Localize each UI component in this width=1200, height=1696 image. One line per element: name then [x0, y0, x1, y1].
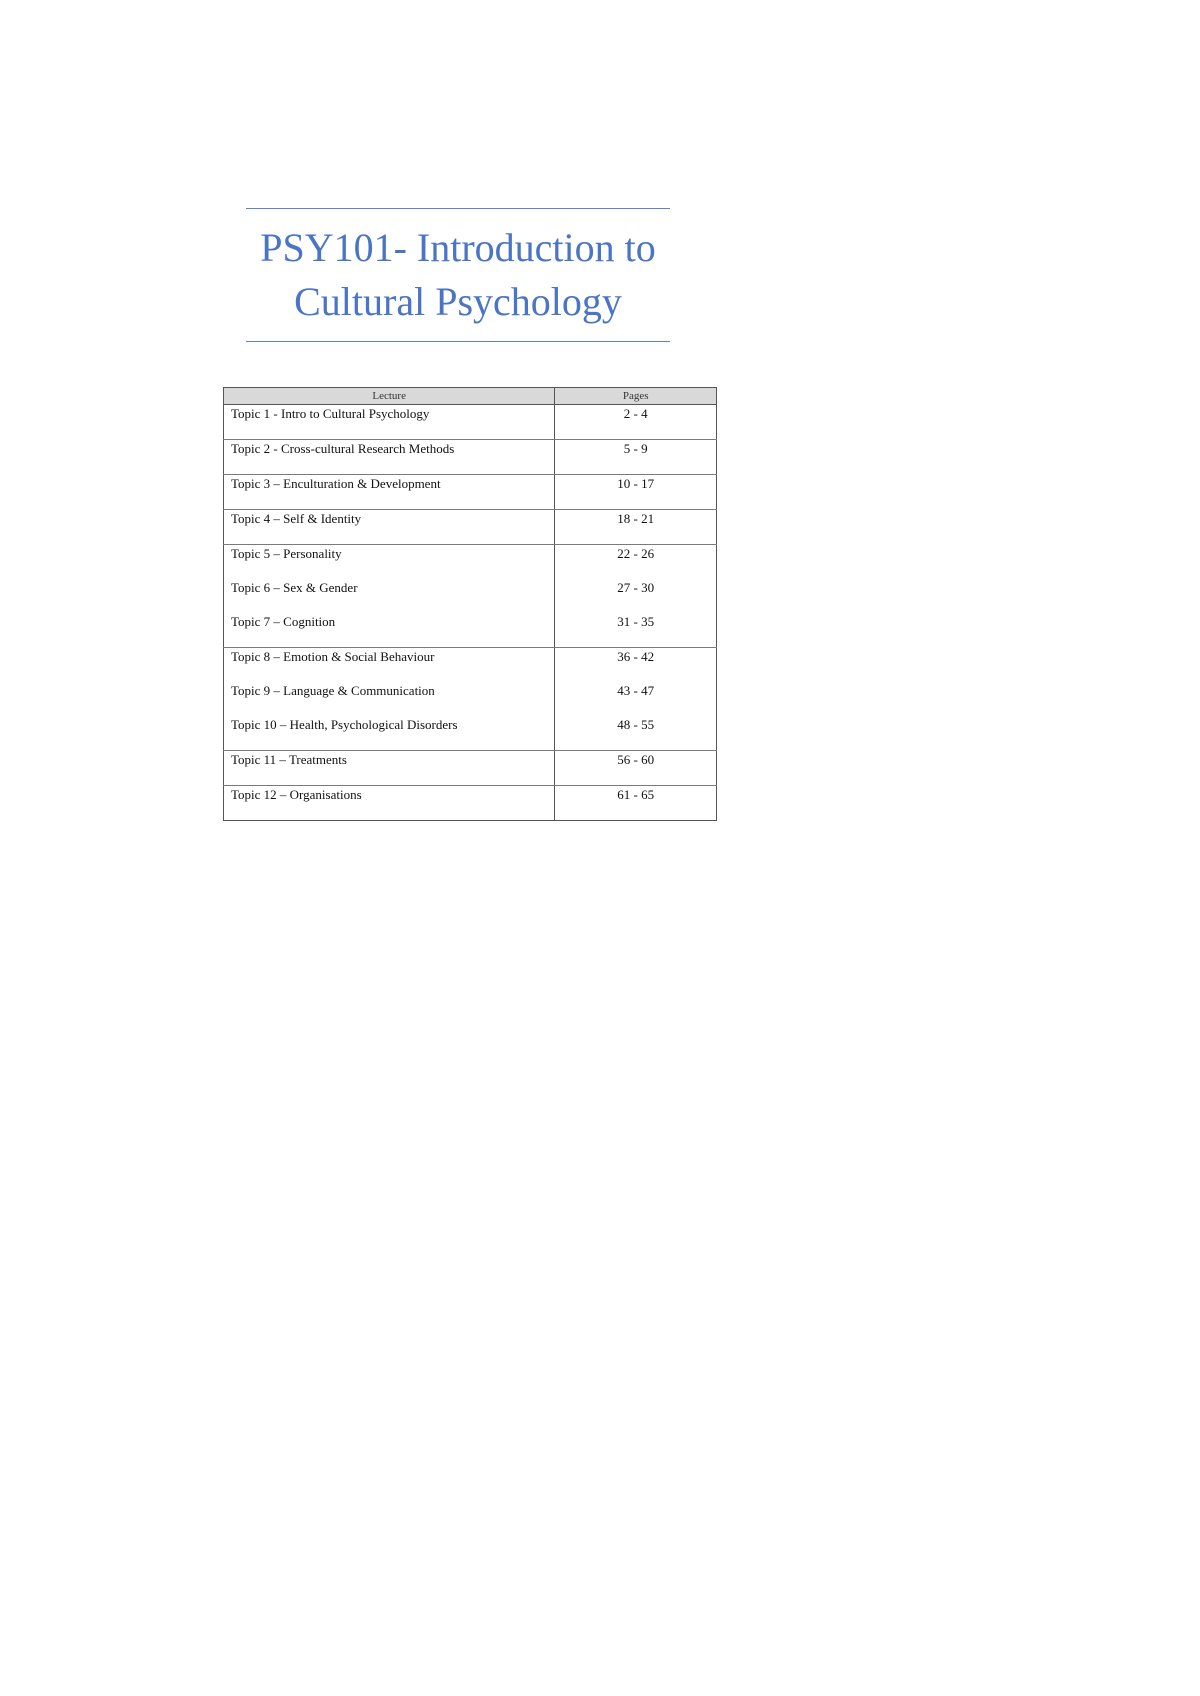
pages-cell: 56 - 60 — [555, 751, 717, 786]
header-lecture: Lecture — [224, 388, 555, 405]
pages-cell: 31 - 35 — [555, 613, 717, 648]
table-row — [224, 716, 717, 751]
table-row — [224, 786, 717, 821]
table-row — [224, 405, 717, 440]
lecture-cell: Topic 3 – Enculturation & Development — [224, 475, 555, 510]
table-row — [224, 579, 717, 613]
lecture-cell: Topic 7 – Cognition — [224, 613, 555, 648]
table-row — [224, 440, 717, 475]
lecture-cell: Topic 4 – Self & Identity — [224, 510, 555, 545]
table-header-row — [224, 388, 717, 405]
lecture-cell: Topic 5 – Personality — [224, 545, 555, 580]
document-title-line-2: Cultural Psychology — [294, 279, 622, 324]
table-row — [224, 648, 717, 683]
pages-cell: 10 - 17 — [555, 475, 717, 510]
table-row — [224, 475, 717, 510]
title-block — [246, 208, 670, 342]
header-pages: Pages — [555, 388, 717, 405]
pages-cell: 48 - 55 — [555, 716, 717, 751]
table-row — [224, 613, 717, 648]
lecture-cell: Topic 12 – Organisations — [224, 786, 555, 821]
pages-cell: 43 - 47 — [555, 682, 717, 716]
pages-cell: 18 - 21 — [555, 510, 717, 545]
pages-cell: 2 - 4 — [555, 405, 717, 440]
lecture-cell: Topic 6 – Sex & Gender — [224, 579, 555, 613]
lecture-cell: Topic 9 – Language & Communication — [224, 682, 555, 716]
pages-cell: 36 - 42 — [555, 648, 717, 683]
lecture-cell: Topic 1 - Intro to Cultural Psychology — [224, 405, 555, 440]
lecture-cell: Topic 11 – Treatments — [224, 751, 555, 786]
pages-cell: 27 - 30 — [555, 579, 717, 613]
table-row — [224, 510, 717, 545]
pages-cell: 22 - 26 — [555, 545, 717, 580]
pages-cell: 61 - 65 — [555, 786, 717, 821]
lecture-cell: Topic 10 – Health, Psychological Disorders — [224, 716, 555, 751]
document-title-line-1: PSY101- Introduction to — [260, 225, 656, 270]
table-row — [224, 545, 717, 580]
lecture-cell: Topic 8 – Emotion & Social Behaviour — [224, 648, 555, 683]
table-row — [224, 682, 717, 716]
lecture-cell: Topic 2 - Cross-cultural Research Methods — [224, 440, 555, 475]
pages-cell: 5 - 9 — [555, 440, 717, 475]
contents-table — [223, 387, 717, 821]
table-row — [224, 751, 717, 786]
